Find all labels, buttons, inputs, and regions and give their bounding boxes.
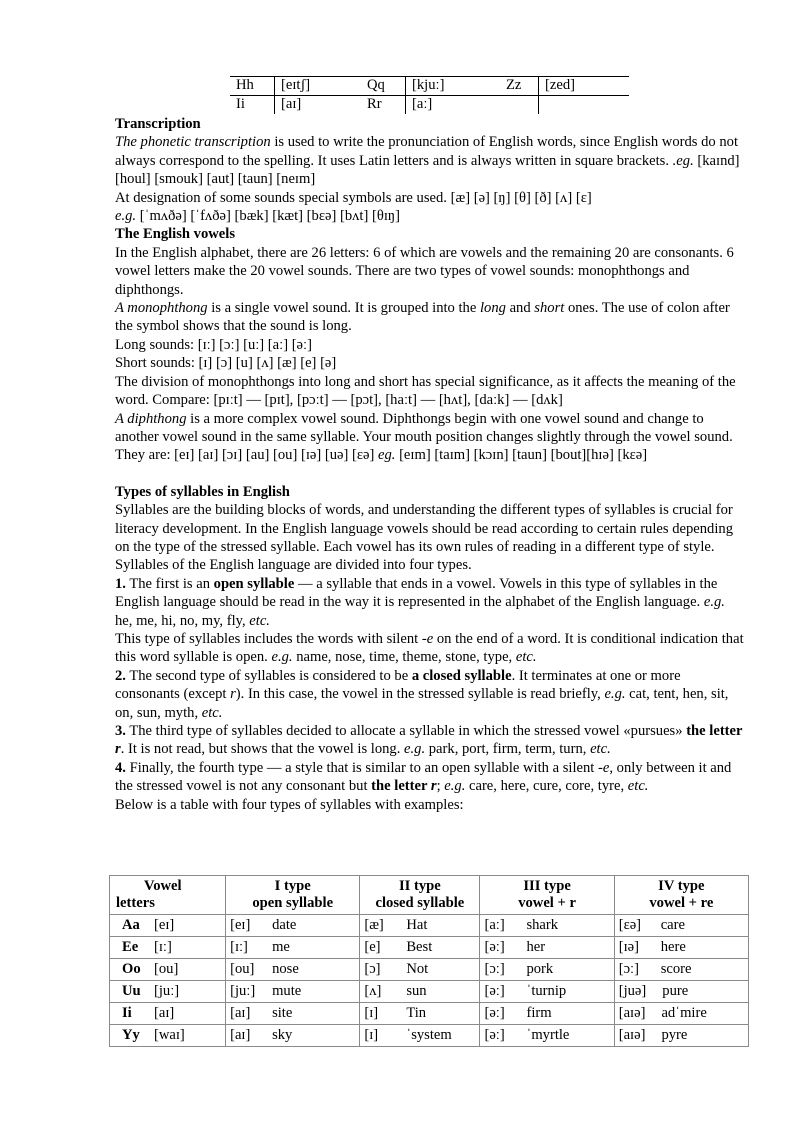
symbols-examples: e.g. [ˈmʌðə] [ˈfʌðə] [bæk] [kæt] [bɛə] [bʌt] [θɪŋ] — [115, 208, 400, 225]
table-cell: [aː] — [412, 96, 433, 112]
syllable-example-cell: [ɪː] me — [226, 937, 360, 959]
vowels-heading: The English vowels — [115, 226, 236, 243]
monophthong-paragraph: A monophthong is a single vowel sound. It is grouped into the long and short ones. The use of colon after the symbol shows that the sound is long. — [115, 300, 730, 335]
table-row — [110, 981, 749, 1003]
short-sounds: Short sounds: [ɪ] [ɔ] [u] [ʌ] [æ] [e] [ə] — [115, 355, 337, 372]
syllable-example-cell: [aɪ] sky — [226, 1025, 360, 1047]
syllable-example-cell: [e] Best — [360, 937, 480, 959]
diphthong-paragraph: A diphthong is a more complex vowel sound. Diphthongs begin with one vowel sound and change to another vowel sound in the same syllable. Your mouth position changes slightly through the vowel sound. They are: [eɪ] [aɪ] [ɔɪ] [au] [ou] [ɪə] [uə] [ɛə] eg. [eɪm] [taɪm] [kɔɪn] [taun] [bout][hɪə] [kɛə] — [115, 410, 733, 464]
syllable-example-cell: [aɪə] adˈmire — [614, 1003, 748, 1025]
table-row — [110, 959, 749, 981]
type-1-paragraph: 1. The first is an open syllable — a syllable that ends in a vowel. Vowels in this type of syllables in the English language should be read in the way it is represented in the alphabet of the English language. e.g. he, me, hi, no, my, fly, etc. — [115, 575, 725, 629]
table-cell: Ii — [230, 96, 275, 115]
header-vowel-letters: Vowel letters — [110, 876, 226, 915]
header-type-2: II type closed syllable — [360, 876, 480, 915]
syllable-example-cell: [əː] ˈturnip — [480, 981, 614, 1003]
table-intro: Below is a table with four types of syllables with examples: — [115, 796, 464, 813]
syllable-example-cell: [ɔː] score — [614, 959, 748, 981]
table-cell: Qq — [361, 77, 406, 96]
vowels-paragraph: In the English alphabet, there are 26 letters: 6 of which are vowels and the remaining 20 are consonants. 6 vowel letters make the 20 vowel sounds. There are two types of vowel sounds: monophthongs and diphthongs. — [115, 244, 734, 298]
table-row — [230, 96, 629, 115]
syllable-example-cell: [aɪə] pyre — [614, 1025, 748, 1047]
syllable-example-cell: [juː] mute — [226, 981, 360, 1003]
vowel-letter-cell: Uu [juː] — [110, 981, 226, 1003]
table-row — [110, 915, 749, 937]
four-types-line: Syllables of the English language are divided into four types. — [115, 557, 472, 574]
table-cell: Zz — [500, 77, 539, 96]
table-row — [230, 77, 629, 96]
header-type-1: I type open syllable — [226, 876, 360, 915]
syllable-example-cell: [ʌ] sun — [360, 981, 480, 1003]
division-paragraph: The division of monophthongs into long and short has special significance, as it affects the meaning of the word. Compare: [pɪːt] — [pɪt], [pɔːt] — [pɔt], [haːt] — [hʌt], [daːk] — [dʌk] — [115, 373, 736, 409]
special-symbols-paragraph: At designation of some sounds special symbols are used. [æ] [ə] [ŋ] [θ] [ð] [ʌ] [ɛ] — [115, 189, 592, 206]
syllable-example-cell: [aɪ] site — [226, 1003, 360, 1025]
type-2-paragraph: 2. The second type of syllables is considered to be a closed syllable. It terminates at one or more consonants (except r). In this case, the vowel in the stressed syllable is read briefly, e.g. cat, tent, hen, sit, on, sun, myth, etc. — [115, 667, 729, 721]
table-cell: [eɪtʃ] — [275, 77, 362, 96]
type-3-paragraph: 3. The third type of syllables decided to allocate a syllable in which the stressed vowel «pursues» the letter r. It is not read, but shows that the vowel is long. e.g. park, port, firm, term, turn, etc. — [115, 723, 743, 758]
vowel-letter-cell: Ii [aɪ] — [110, 1003, 226, 1025]
transcription-heading: Transcription — [115, 116, 201, 132]
syllable-example-cell: [ɪə] here — [614, 937, 748, 959]
syllable-example-cell: [ɔː] pork — [480, 959, 614, 981]
long-sounds: Long sounds: [ɪː] [ɔː] [uː] [aː] [əː] — [115, 336, 312, 353]
syllable-example-cell: [ɪ] ˈsystem — [360, 1025, 480, 1047]
table-cell: Rr — [361, 96, 406, 115]
header-type-4: IV type vowel + re — [614, 876, 748, 915]
vowel-letter-cell: Aa [eɪ] — [110, 915, 226, 937]
document-body — [115, 115, 745, 814]
syllable-example-cell: [əː] firm — [480, 1003, 614, 1025]
table-header-row — [110, 876, 749, 915]
vowel-letter-cell: Ee [ɪː] — [110, 937, 226, 959]
table-cell: [kjuː] — [406, 77, 501, 96]
table-row — [110, 1025, 749, 1047]
vowel-letter-cell: Oo [ou] — [110, 959, 226, 981]
table-cell: Hh — [230, 77, 275, 96]
table-cell — [539, 96, 630, 115]
syllable-example-cell: [eɪ] date — [226, 915, 360, 937]
syllable-example-cell: [əː] her — [480, 937, 614, 959]
vowel-letter-cell: Yy [waɪ] — [110, 1025, 226, 1047]
table-row — [110, 1003, 749, 1025]
type-1-silent-e-paragraph: This type of syllables includes the words with silent -e on the end of a word. It is conditional indication that this word syllable is open. e.g. name, nose, time, theme, stone, type, etc. — [115, 630, 744, 666]
syllable-example-cell: [aː] shark — [480, 915, 614, 937]
syllable-example-cell: [æ] Hat — [360, 915, 480, 937]
table-cell — [500, 96, 539, 115]
transcription-paragraph: The phonetic transcription is used to write the pronunciation of English words, since English words do not always correspond to the spelling. It uses Latin letters and is always written in square brackets. .eg. [kaɪnd] [houl] [smouk] [aut] [taun] [neɪm] — [115, 134, 740, 188]
type-4-paragraph: 4. Finally, the fourth type — a style that is similar to an open syllable with a silent -e, only between it and the stressed vowel is not any consonant but the letter r; e.g. care, here, cure, core, tyre, etc. — [115, 759, 732, 795]
syllable-types-table — [109, 875, 749, 1047]
header-type-3: III type vowel + r — [480, 876, 614, 915]
syllable-example-cell: [ɪ] Tin — [360, 1003, 480, 1025]
syllables-heading: Types of syllables in English — [115, 483, 290, 500]
syllable-example-cell: [ou] nose — [226, 959, 360, 981]
alphabet-table — [230, 76, 629, 114]
syllables-intro: Syllables are the building blocks of words, and understanding the different types of syllables is crucial for literacy development. In the English language vowels should be read according to certain rules depending on the type of the stressed syllable. Each vowel has its own rules of reading in a different type of style. — [115, 502, 734, 555]
syllable-example-cell: [ɔ] Not — [360, 959, 480, 981]
syllable-example-cell: [əː] ˈmyrtle — [480, 1025, 614, 1047]
syllable-example-cell: [juə] pure — [614, 981, 748, 1003]
syllable-example-cell: [ɛə] care — [614, 915, 748, 937]
table-cell: [aɪ] — [281, 96, 302, 112]
table-cell: [zed] — [539, 77, 630, 96]
table-row — [110, 937, 749, 959]
